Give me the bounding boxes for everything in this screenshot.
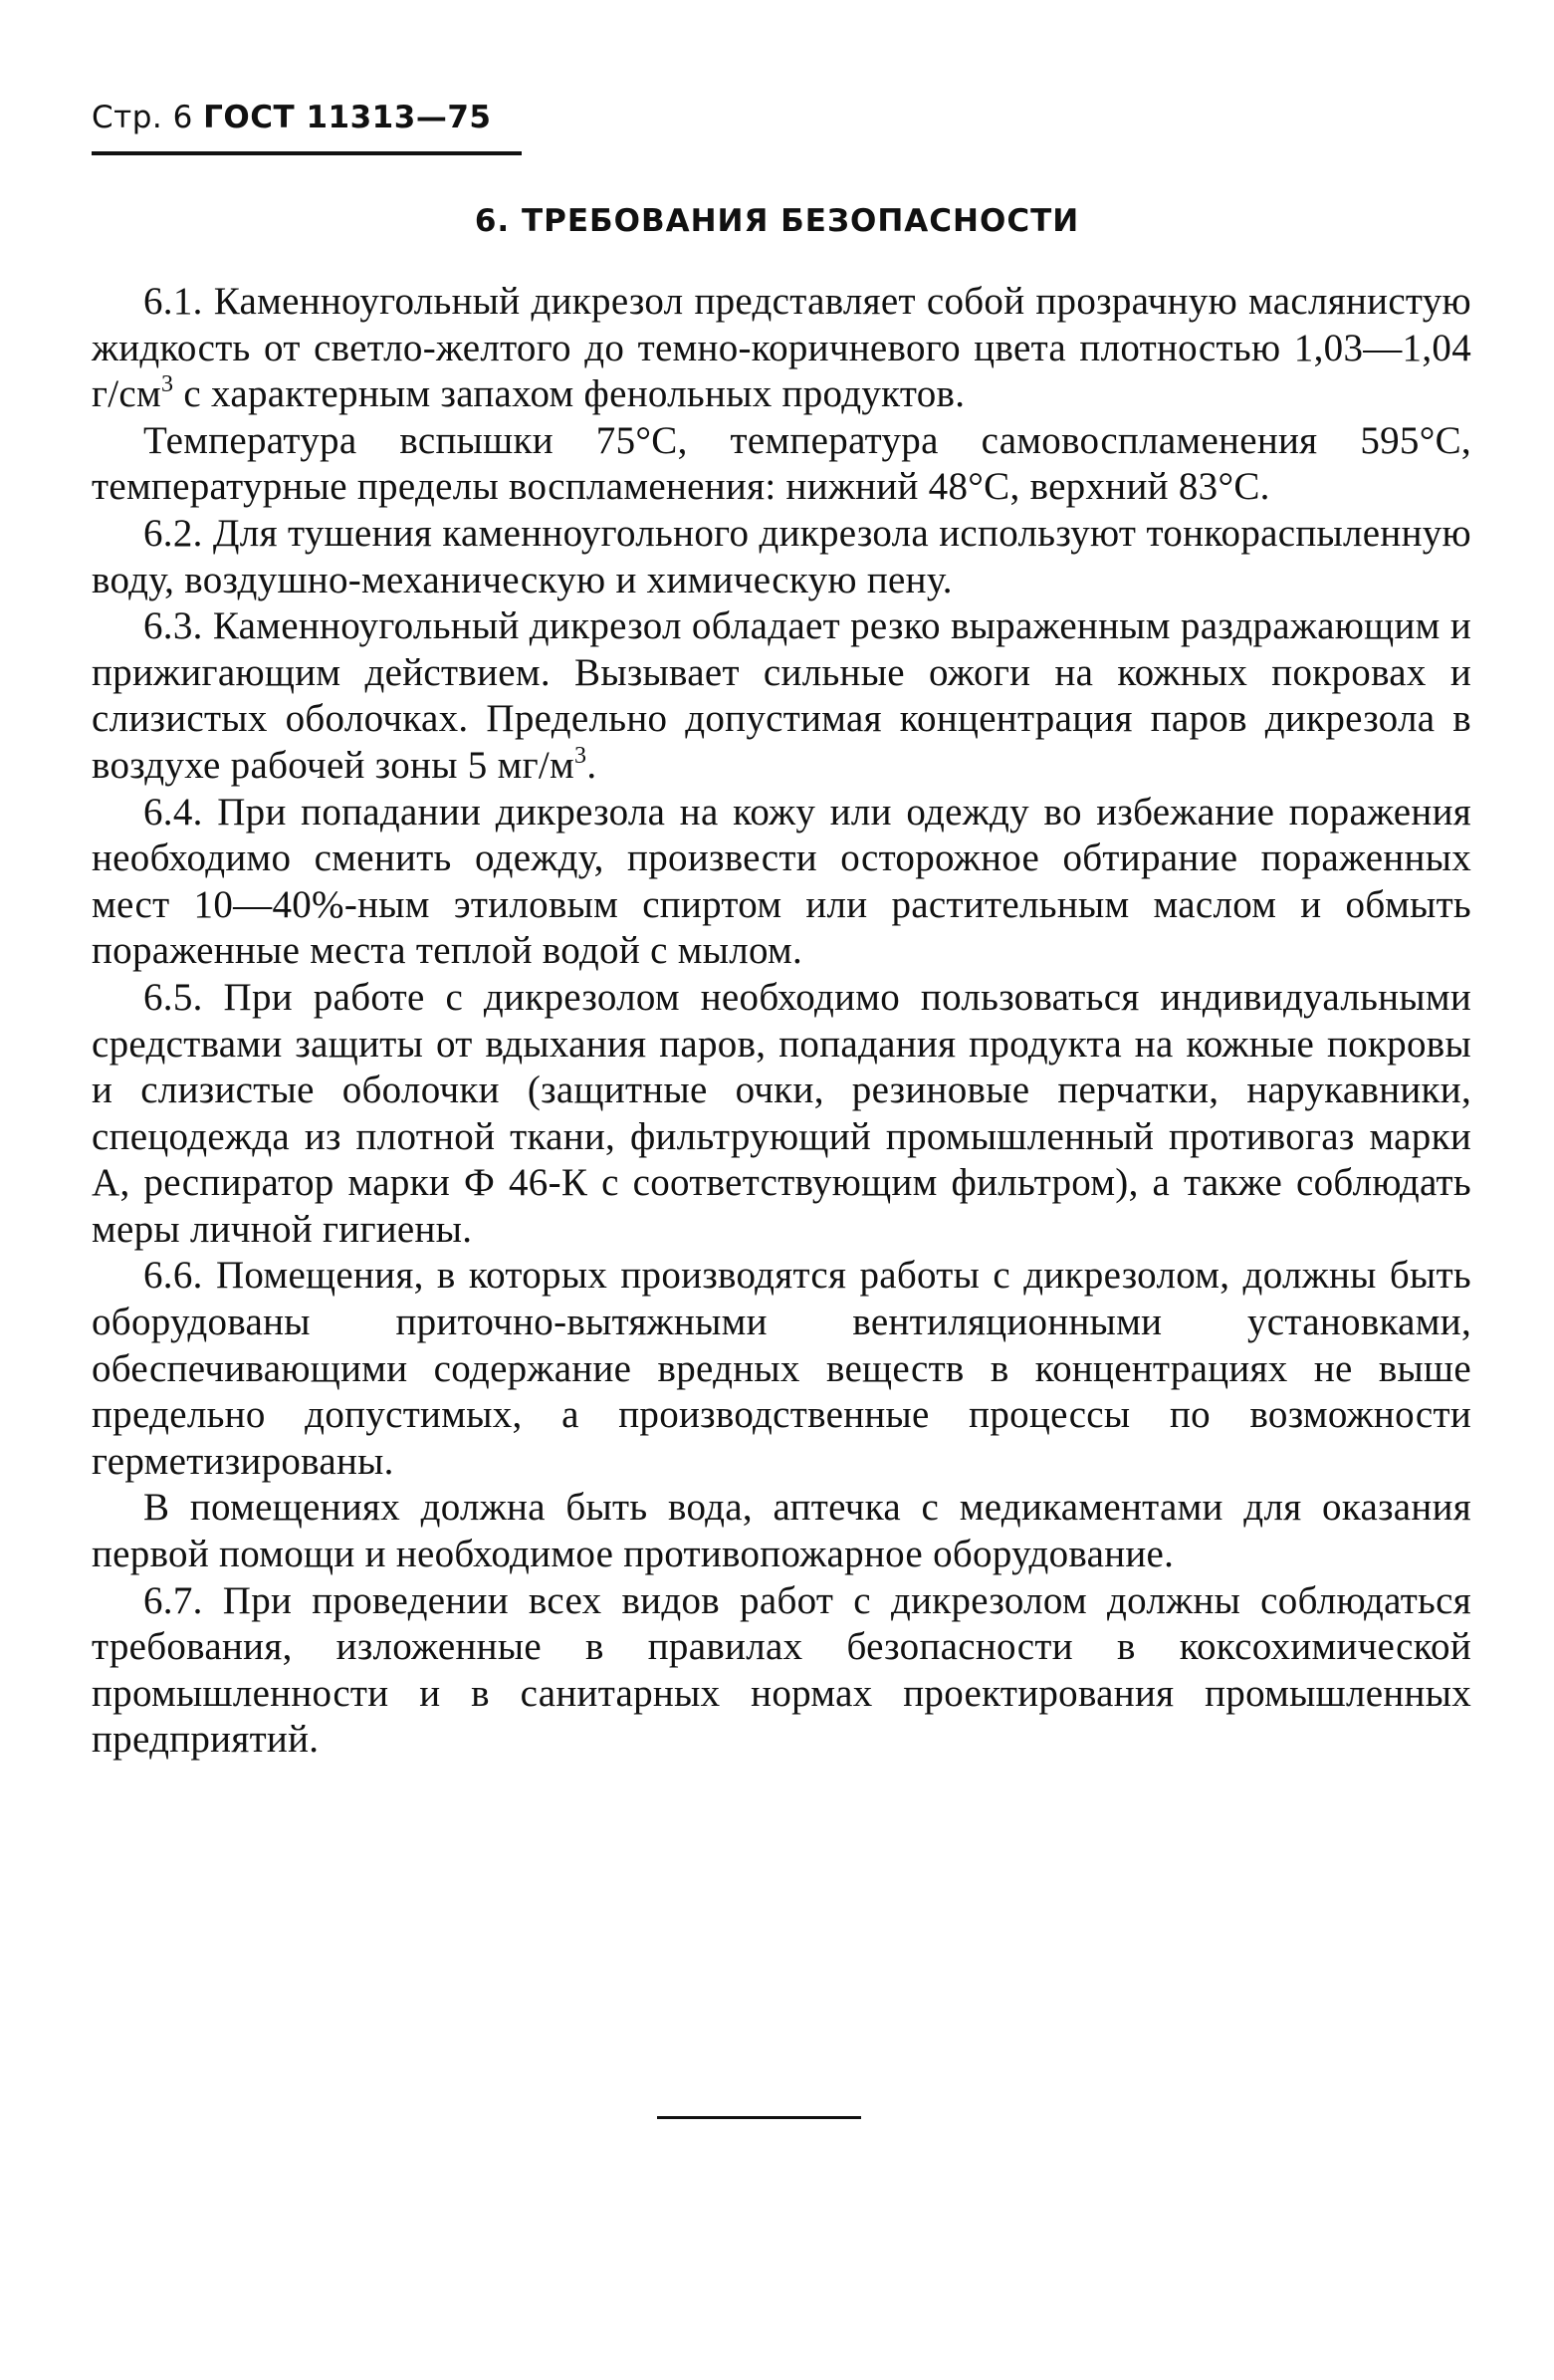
header-rule — [92, 151, 522, 155]
superscript-cubic: 3 — [161, 371, 174, 398]
paragraph-6-6: 6.6. Помещения, в которых производятся работы с дикрезолом, должны быть оборудованы приточно-вытяжными вентиляционными установками, обеспечивающими содержание вредных веществ в концентрациях не выше предельно допустимых, а производственные процессы по возможности герметизированы. — [92, 1254, 1471, 1483]
paragraph-6-1-text: 6.1. Каменноугольный дикрезол представляет собой прозрачную маслянистую жидкость от светло-желтого до темно-коричневого цвета плотностью 1,03—1,04 г/см — [92, 280, 1471, 416]
paragraph-6-3-text: 6.3. Каменноугольный дикрезол обладает резко выраженным раздражающим и прижигающим действием. Вызывает сильные ожоги на кожных покровах и слизистых оболочках. Предельно допустимая концентрация паров дикрезола в воздухе рабочей зоны 5 мг/м — [92, 604, 1471, 787]
paragraph-6-1 — [92, 279, 1471, 418]
paragraph-6-2: 6.2. Для тушения каменноугольного дикрезола используют тонкораспыленную воду, воздушно-механическую и химическую пену. — [92, 511, 1471, 601]
paragraph-6-3-text-end: . — [586, 743, 597, 787]
paragraph-6-3 — [92, 603, 1471, 789]
paragraph-6-6-rooms: В помещениях должна быть вода, аптечка с медикаментами для оказания первой помощи и необходимое противопожарное оборудование. — [92, 1486, 1471, 1576]
paragraph-6-1-temperature: Температура вспышки 75°С, температура самовоспламенения 595°С, температурные пределы воспламенения: нижний 48°С, верхний 83°С. — [92, 418, 1471, 509]
paragraph-6-7: 6.7. При проведении всех видов работ с дикрезолом должны соблюдаться требования, изложенные в правилах безопасности в коксохимической промышленности и в санитарных нормах проектирования промышленных предприятий. — [92, 1578, 1471, 1762]
superscript-cubic: 3 — [574, 742, 587, 769]
paragraph-6-4: 6.4. При попадании дикрезола на кожу или одежду во избежание поражения необходимо сменить одежду, произвести осторожное обтирание пораженных мест 10—40%-ным этиловым спиртом или растительным маслом и обмыть пораженные места теплой водой с мылом. — [92, 790, 1471, 973]
section-title: 6. ТРЕБОВАНИЯ БЕЗОПАСНОСТИ — [474, 203, 1080, 239]
document-body — [92, 279, 1471, 1764]
paragraph-6-5: 6.5. При работе с дикрезолом необходимо пользоваться индивидуальными средствами защиты от вдыхания паров, попадания продукта на кожные покровы и слизистые оболочки (защитные очки, резиновые перчатки, нарукавники, спецодежда из плотной ткани, фильтрующий промышленный противогаз марки А, респиратор марки Ф 46-К с соответствующим фильтром), а также соблюдать меры личной гигиены. — [92, 975, 1471, 1251]
standard-designation: ГОСТ 11313—75 — [203, 100, 492, 135]
page-number-label: Стр. 6 — [92, 100, 204, 135]
end-rule — [657, 2116, 861, 2119]
running-header — [92, 100, 491, 135]
paragraph-6-1-text-end: с характерным запахом фенольных продуктов. — [173, 372, 966, 416]
